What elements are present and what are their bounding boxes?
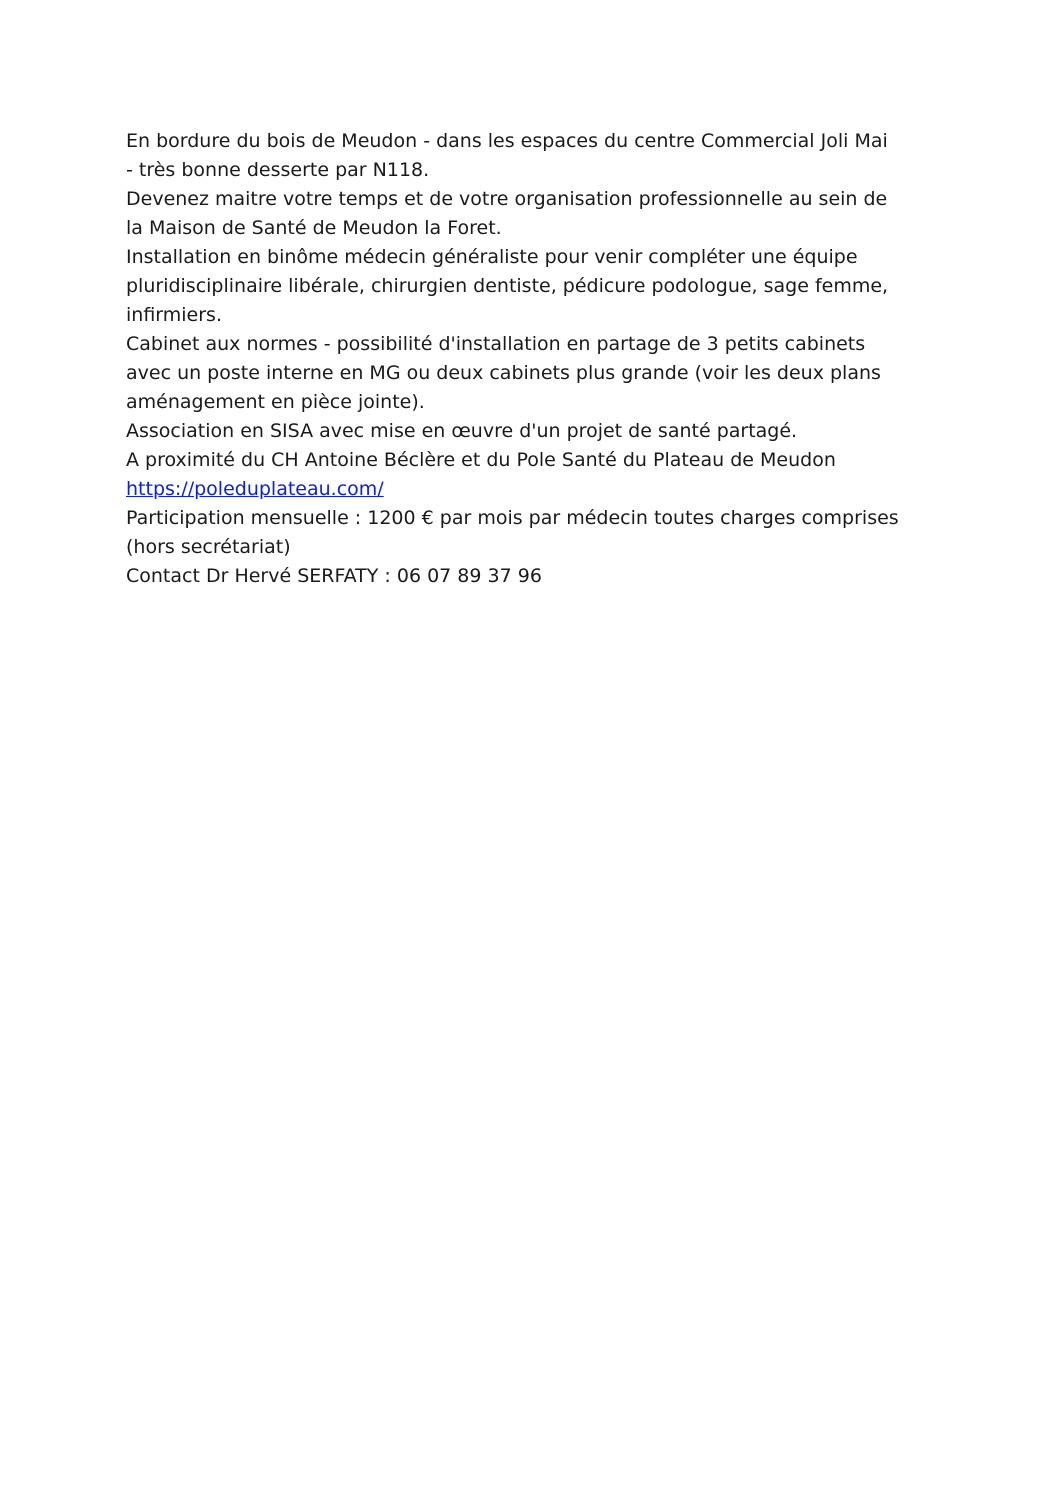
participation-note-line: (hors secrétariat): [126, 536, 291, 558]
body-line-11: Association en SISA avec mise en œuvre d'un projet de santé partagé.: [126, 420, 798, 442]
body-line-2: - très bonne desserte par N118.: [126, 159, 430, 181]
body-line-8: Cabinet aux normes - possibilité d'installation en partage de 3 petits cabinets: [126, 333, 866, 355]
body-line-9: avec un poste interne en MG ou deux cabinets plus grande (voir les deux plans: [126, 362, 881, 384]
contact-line: Contact Dr Hervé SERFATY : 06 07 89 37 96: [126, 565, 542, 587]
body-line-12: A proximité du CH Antoine Béclère et du Pole Santé du Plateau de Meudon: [126, 449, 836, 471]
body-line-1: En bordure du bois de Meudon - dans les espaces du centre Commercial Joli Mai: [126, 130, 888, 152]
website-link-line: [126, 475, 946, 504]
body-line-3: Devenez maitre votre temps et de votre organisation professionnelle au sein de: [126, 188, 888, 210]
body-line-4: la Maison de Santé de Meudon la Foret.: [126, 217, 502, 239]
participation-line: Participation mensuelle : 1200 € par mois par médecin toutes charges comprises: [126, 507, 899, 529]
body-line-10: aménagement en pièce jointe).: [126, 391, 425, 413]
body-line-5: Installation en binôme médecin généraliste pour venir compléter une équipe: [126, 246, 858, 268]
website-link[interactable]: https://poleduplateau.com/: [126, 478, 384, 500]
body-line-7: infirmiers.: [126, 304, 222, 326]
body-line-6: pluridisciplinaire libérale, chirurgien dentiste, pédicure podologue, sage femme,: [126, 275, 889, 297]
document-body: [126, 127, 946, 591]
